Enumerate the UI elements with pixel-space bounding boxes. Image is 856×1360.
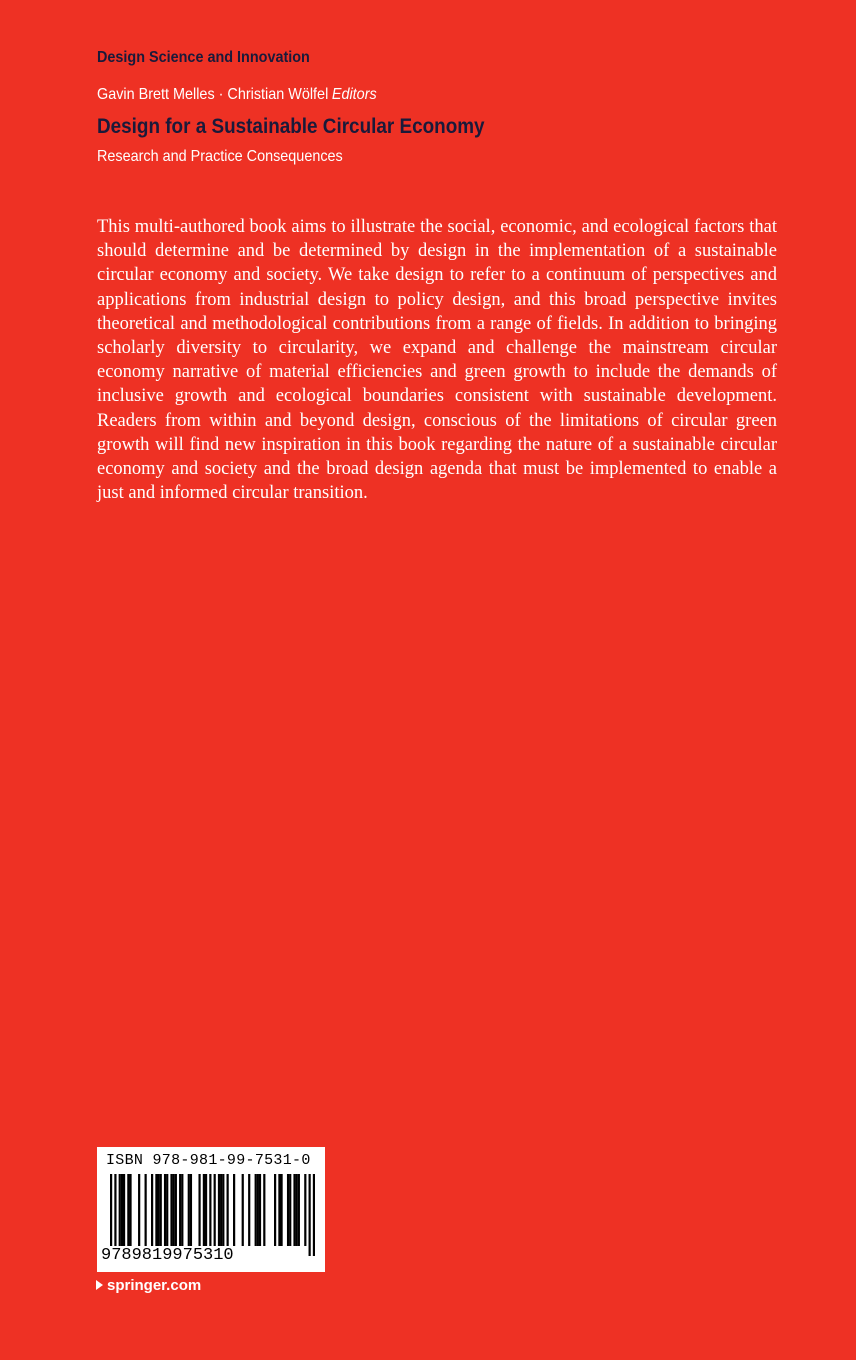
isbn-label: ISBN 978-981-99-7531-0 — [106, 1152, 311, 1169]
triangle-right-icon — [96, 1280, 103, 1290]
book-description: This multi-authored book aims to illustrate the social, economic, and ecological factors that should determine and be determined by design in the implementation of a sustainable circular economy and society. We take design to refer to a continuum of perspectives and applications from industrial design to policy design, and this broad perspective invites theoretical and methodological contributions from a range of fields. In addition to bringing scholarly diversity to circularity, we expand and challenge the mainstream circular economy narrative of material efficiencies and green growth to include the demands of inclusive growth and ecological boundaries consistent with sustainable development. Readers from within and beyond design, conscious of the limitations of circular green growth will find new inspiration in this book regarding the nature of a sustainable circular economy and society and the broad design agenda that must be implemented to enable a just and informed circular transition. — [97, 217, 777, 504]
editor-names: Gavin Brett Melles · Christian Wölfel — [97, 86, 329, 103]
publisher-link[interactable] — [96, 1277, 201, 1294]
book-subtitle: Research and Practice Consequences — [97, 148, 343, 165]
book-title: Design for a Sustainable Circular Economy — [97, 115, 485, 138]
barcode-digits: 9789819975310 — [101, 1246, 234, 1265]
editors-role: Editors — [331, 86, 377, 103]
series-title: Design Science and Innovation — [97, 49, 310, 66]
editors-line — [97, 86, 377, 104]
barcode-block — [97, 1147, 325, 1272]
publisher-link-label: springer.com — [107, 1277, 202, 1294]
barcode-icon — [110, 1174, 315, 1256]
